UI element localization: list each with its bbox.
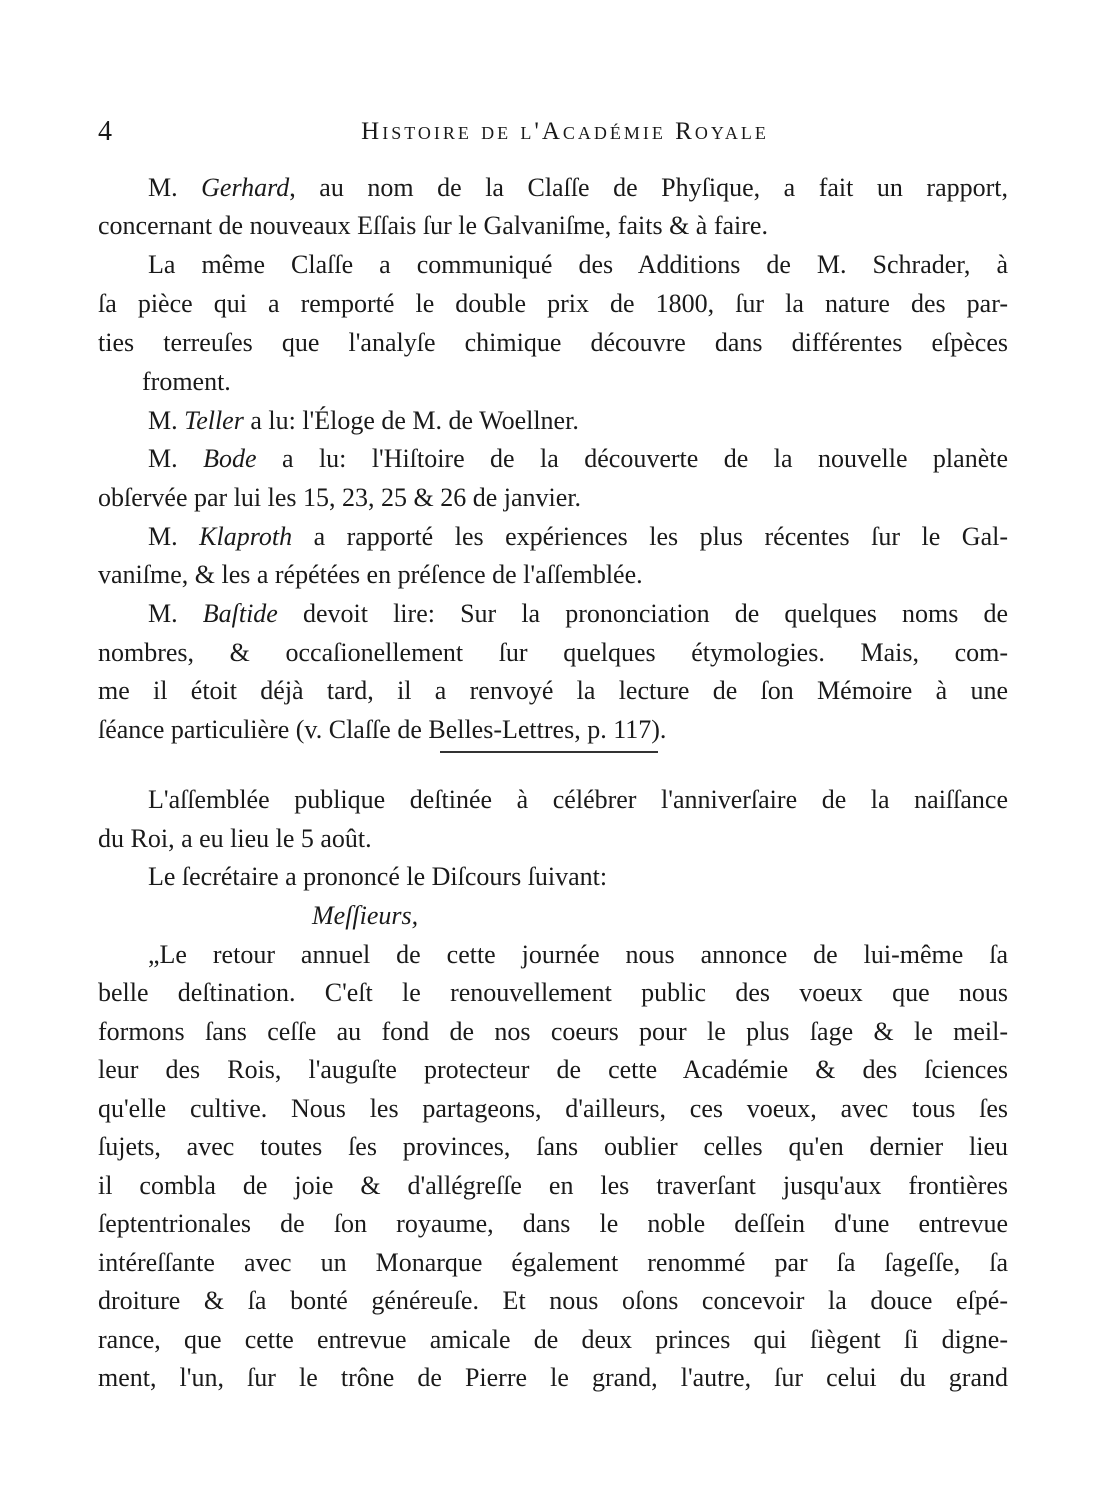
paragraph-line: nombres, & occaſionellement ſur quelques étymologies. Mais, com- bbox=[98, 638, 1008, 667]
paragraph-line: ties terreuſes que l'analyſe chimique découvre dans différentes eſpèces bbox=[98, 328, 1008, 357]
paragraph-line: vaniſme, & les a répétées en préſence de l'aſſemblée. bbox=[98, 560, 643, 589]
person-name: Bode bbox=[203, 444, 257, 473]
paragraph-line: du Roi, a eu lieu le 5 août. bbox=[98, 824, 372, 853]
paragraph-line: ment, l'un, ſur le trône de Pierre le grand, l'autre, ſur celui du grand bbox=[98, 1363, 1008, 1392]
paragraph-line: leur des Rois, l'auguſte protecteur de cette Académie & des ſciences bbox=[98, 1055, 1008, 1084]
paragraph-line: Le ſecrétaire a prononcé le Diſcours ſuivant: bbox=[148, 862, 608, 891]
paragraph-line: obſervée par lui les 15, 23, 25 & 26 de janvier. bbox=[98, 483, 582, 512]
paragraph-line: droiture & ſa bonté généreuſe. Et nous oſons concevoir la douce eſpé- bbox=[98, 1286, 1008, 1315]
paragraph-line: froment. bbox=[142, 367, 231, 396]
paragraph-line: rance, que cette entrevue amicale de deux princes qui ſiègent ſi digne- bbox=[98, 1325, 1008, 1354]
page-number: 4 bbox=[98, 116, 112, 147]
paragraph-line: M. Gerhard, au nom de la Claſſe de Phyſique, a fait un rapport, bbox=[148, 173, 1008, 202]
running-title: Histoire de l'Académie Royale bbox=[361, 118, 769, 145]
paragraph-line: ſujets, avec toutes ſes provinces, ſans oublier celles qu'en dernier lieu bbox=[98, 1132, 1008, 1161]
person-name: Klaproth bbox=[199, 522, 293, 551]
paragraph-line: M. Klaproth a rapporté les expériences les plus récentes ſur le Gal- bbox=[148, 522, 1008, 551]
paragraph-line: belle deſtination. C'eſt le renouvellement public des voeux que nous bbox=[98, 978, 1008, 1007]
section-divider bbox=[440, 751, 658, 753]
salutation: Meſſieurs, bbox=[312, 901, 419, 930]
person-name: Teller bbox=[184, 406, 244, 435]
paragraph-line: qu'elle cultive. Nous les partageons, d'ailleurs, ces voeux, avec tous ſes bbox=[98, 1094, 1008, 1123]
person-name: Gerhard bbox=[201, 173, 290, 202]
paragraph-line: M. Baſtide devoit lire: Sur la prononciation de quelques noms de bbox=[148, 599, 1008, 628]
paragraph-line: La même Claſſe a communiqué des Additions de M. Schrader, à bbox=[148, 250, 1008, 279]
paragraph-line: M. Bode a lu: l'Hiſtoire de la découverte de la nouvelle planète bbox=[148, 444, 1008, 473]
paragraph-line: il combla de joie & d'allégreſſe en les traverſant jusqu'aux frontières bbox=[98, 1171, 1008, 1200]
paragraph-line: M. Teller a lu: l'Éloge de M. de Woellner. bbox=[148, 406, 579, 435]
paragraph-line: „Le retour annuel de cette journée nous annonce de lui-même ſa bbox=[148, 940, 1008, 969]
paragraph-line: concernant de nouveaux Eſſais ſur le Galvaniſme, faits & à faire. bbox=[98, 211, 768, 240]
paragraph-line: L'aſſemblée publique deſtinée à célébrer l'anniverſaire de la naiſſance bbox=[148, 785, 1008, 814]
page-header bbox=[98, 114, 1008, 150]
paragraph-line: ſéance particulière (v. Claſſe de Belles-Lettres, p. 117). bbox=[98, 715, 667, 744]
person-name: Baſtide bbox=[202, 599, 278, 628]
paragraph-line: formons ſans ceſſe au fond de nos coeurs pour le plus ſage & le meil- bbox=[98, 1017, 1008, 1046]
paragraph-line: ſa pièce qui a remporté le double prix de 1800, ſur la nature des par- bbox=[98, 289, 1008, 318]
paragraph-line: ſeptentrionales de ſon royaume, dans le noble deſſein d'une entrevue bbox=[98, 1209, 1008, 1238]
paragraph-line: me il étoit déjà tard, il a renvoyé la lecture de ſon Mémoire à une bbox=[98, 676, 1008, 705]
paragraph-line: intéreſſante avec un Monarque également renommé par ſa ſageſſe, ſa bbox=[98, 1248, 1008, 1277]
